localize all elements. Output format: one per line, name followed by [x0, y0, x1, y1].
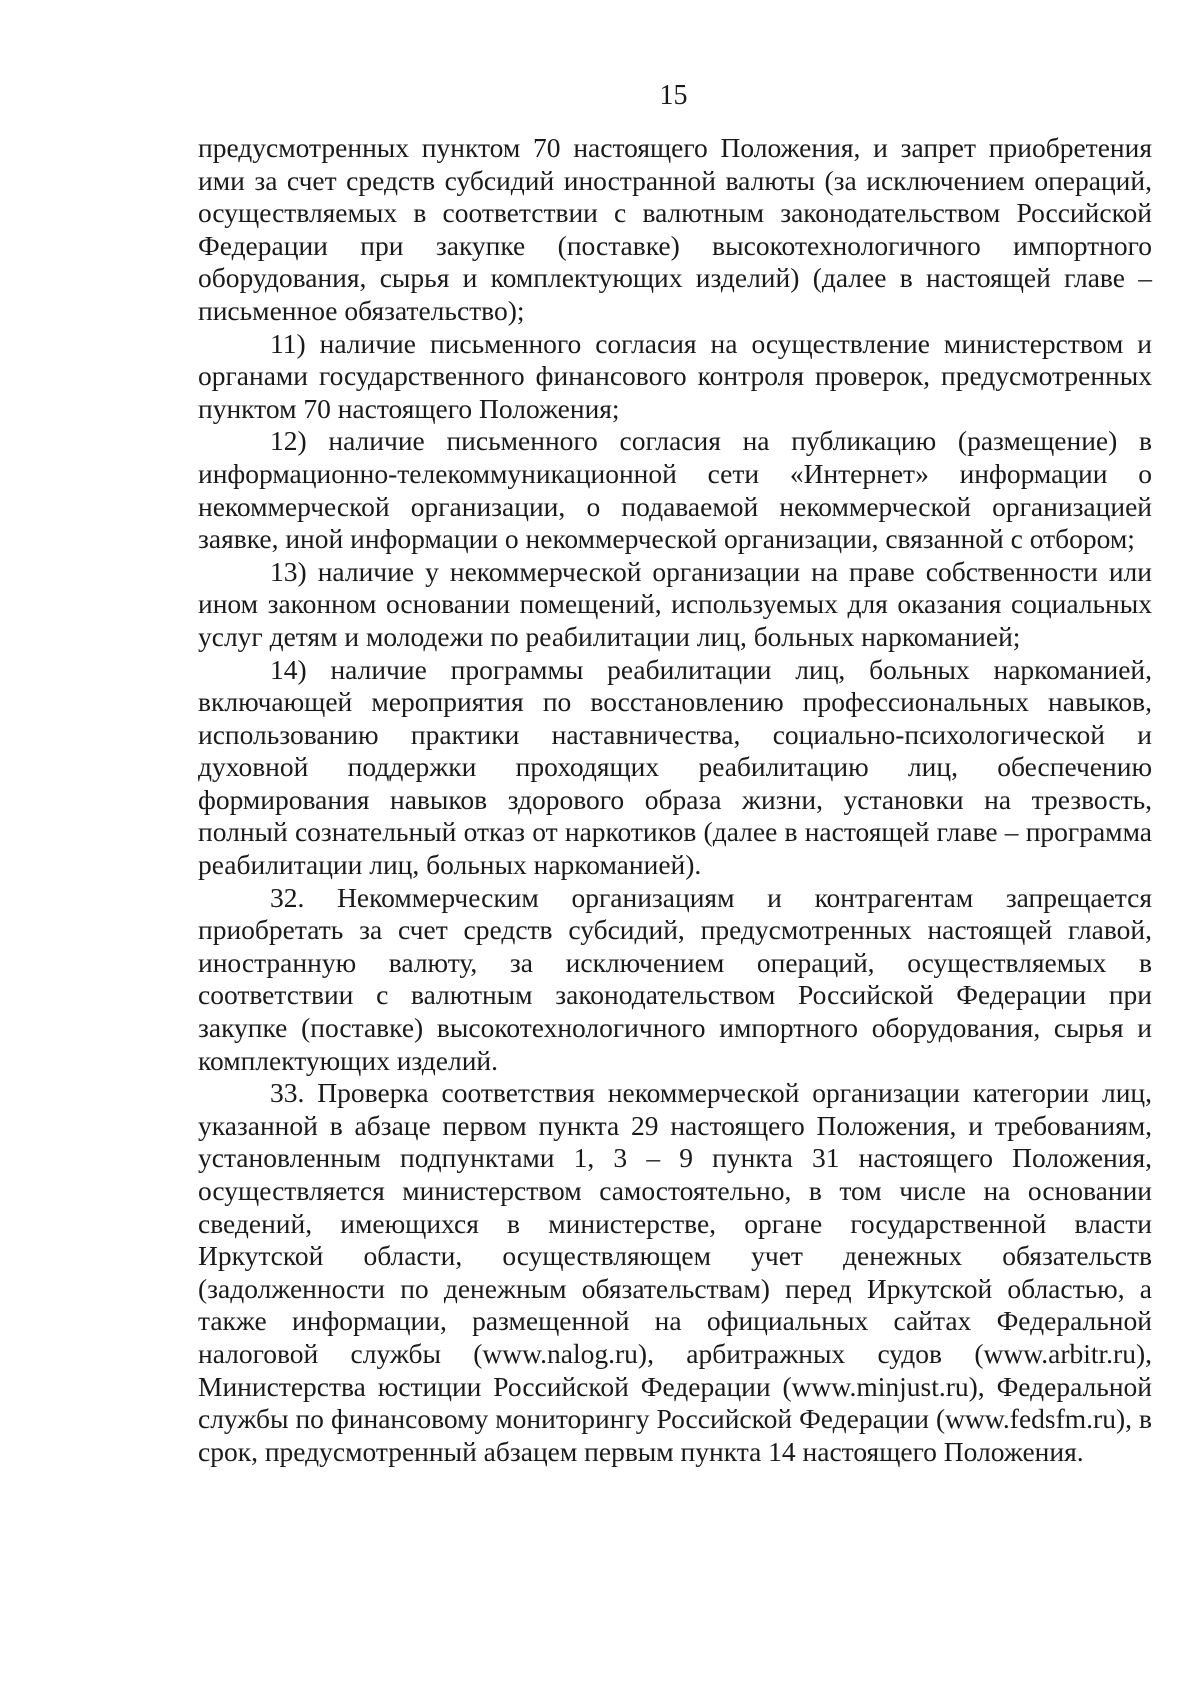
page-number: 15	[659, 80, 688, 111]
paragraph-clause-33: 33. Проверка соответствия некоммерческой организации категории лиц, указанной в абзаце первом пункта 29 настоящего Положения, и требованиям, установленным подпунктами 1, 3 – 9 пункта 31 настоящего Положения, осуществляется министерством самостоятельно, в том числе на основании сведений, имеющихся в министерстве, органе государственной власти Иркутской области, осуществляющем учет денежных обязательств (задолженности по денежным обязательствам) перед Иркутской областью, а также информации, размещенной на официальных сайтах Федеральной налоговой службы (www.nalog.ru), арбитражных судов (www.arbitr.ru), Министерства юстиции Российской Федерации (www.minjust.ru), Федеральной службы по финансовому мониторингу Российской Федерации (www.fedsfm.ru), в срок, предусмотренный абзацем первым пункта 14 настоящего Положения.	[198, 1077, 1152, 1467]
paragraph-continuation: предусмотренных пунктом 70 настоящего Положения, и запрет приобретения ими за счет средств субсидий иностранной валюты (за исключением операций, осуществляемых в соответствии с валютным законодательством Российской Федерации при закупке (поставке) высокотехнологичного импортного оборудования, сырья и комплектующих изделий) (далее в настоящей главе – письменное обязательство);	[198, 132, 1152, 326]
paragraph-item-11: 11) наличие письменного согласия на осуществление министерством и органами государственного финансового контроля проверок, предусмотренных пунктом 70 настоящего Положения;	[198, 327, 1152, 424]
paragraph-item-12: 12) наличие письменного согласия на публикацию (размещение) в информационно-телекоммуникационной сети «Интернет» информации о некоммерческой организации, о подаваемой некоммерческой организацией заявке, иной информации о некоммерческой организации, связанной с отбором;	[198, 425, 1152, 555]
document-body	[198, 132, 1152, 1468]
paragraph-item-13: 13) наличие у некоммерческой организации на праве собственности или ином законном основании помещений, используемых для оказания социальных услуг детям и молодежи по реабилитации лиц, больных наркоманией;	[198, 555, 1152, 652]
paragraph-item-14: 14) наличие программы реабилитации лиц, больных наркоманией, включающей мероприятия по восстановлению профессиональных навыков, использованию практики наставничества, социально-психологической и духовной поддержки проходящих реабилитацию лиц, обеспечению формирования навыков здорового образа жизни, установки на трезвость, полный сознательный отказ от наркотиков (далее в настоящей главе – программа реабилитации лиц, больных наркоманией).	[198, 653, 1152, 881]
paragraph-clause-32: 32. Некоммерческим организациям и контрагентам запрещается приобретать за счет средств субсидий, предусмотренных настоящей главой, иностранную валюту, за исключением операций, осуществляемых в соответствии с валютным законодательством Российской Федерации при закупке (поставке) высокотехнологичного импортного оборудования, сырья и комплектующих изделий.	[198, 881, 1152, 1076]
